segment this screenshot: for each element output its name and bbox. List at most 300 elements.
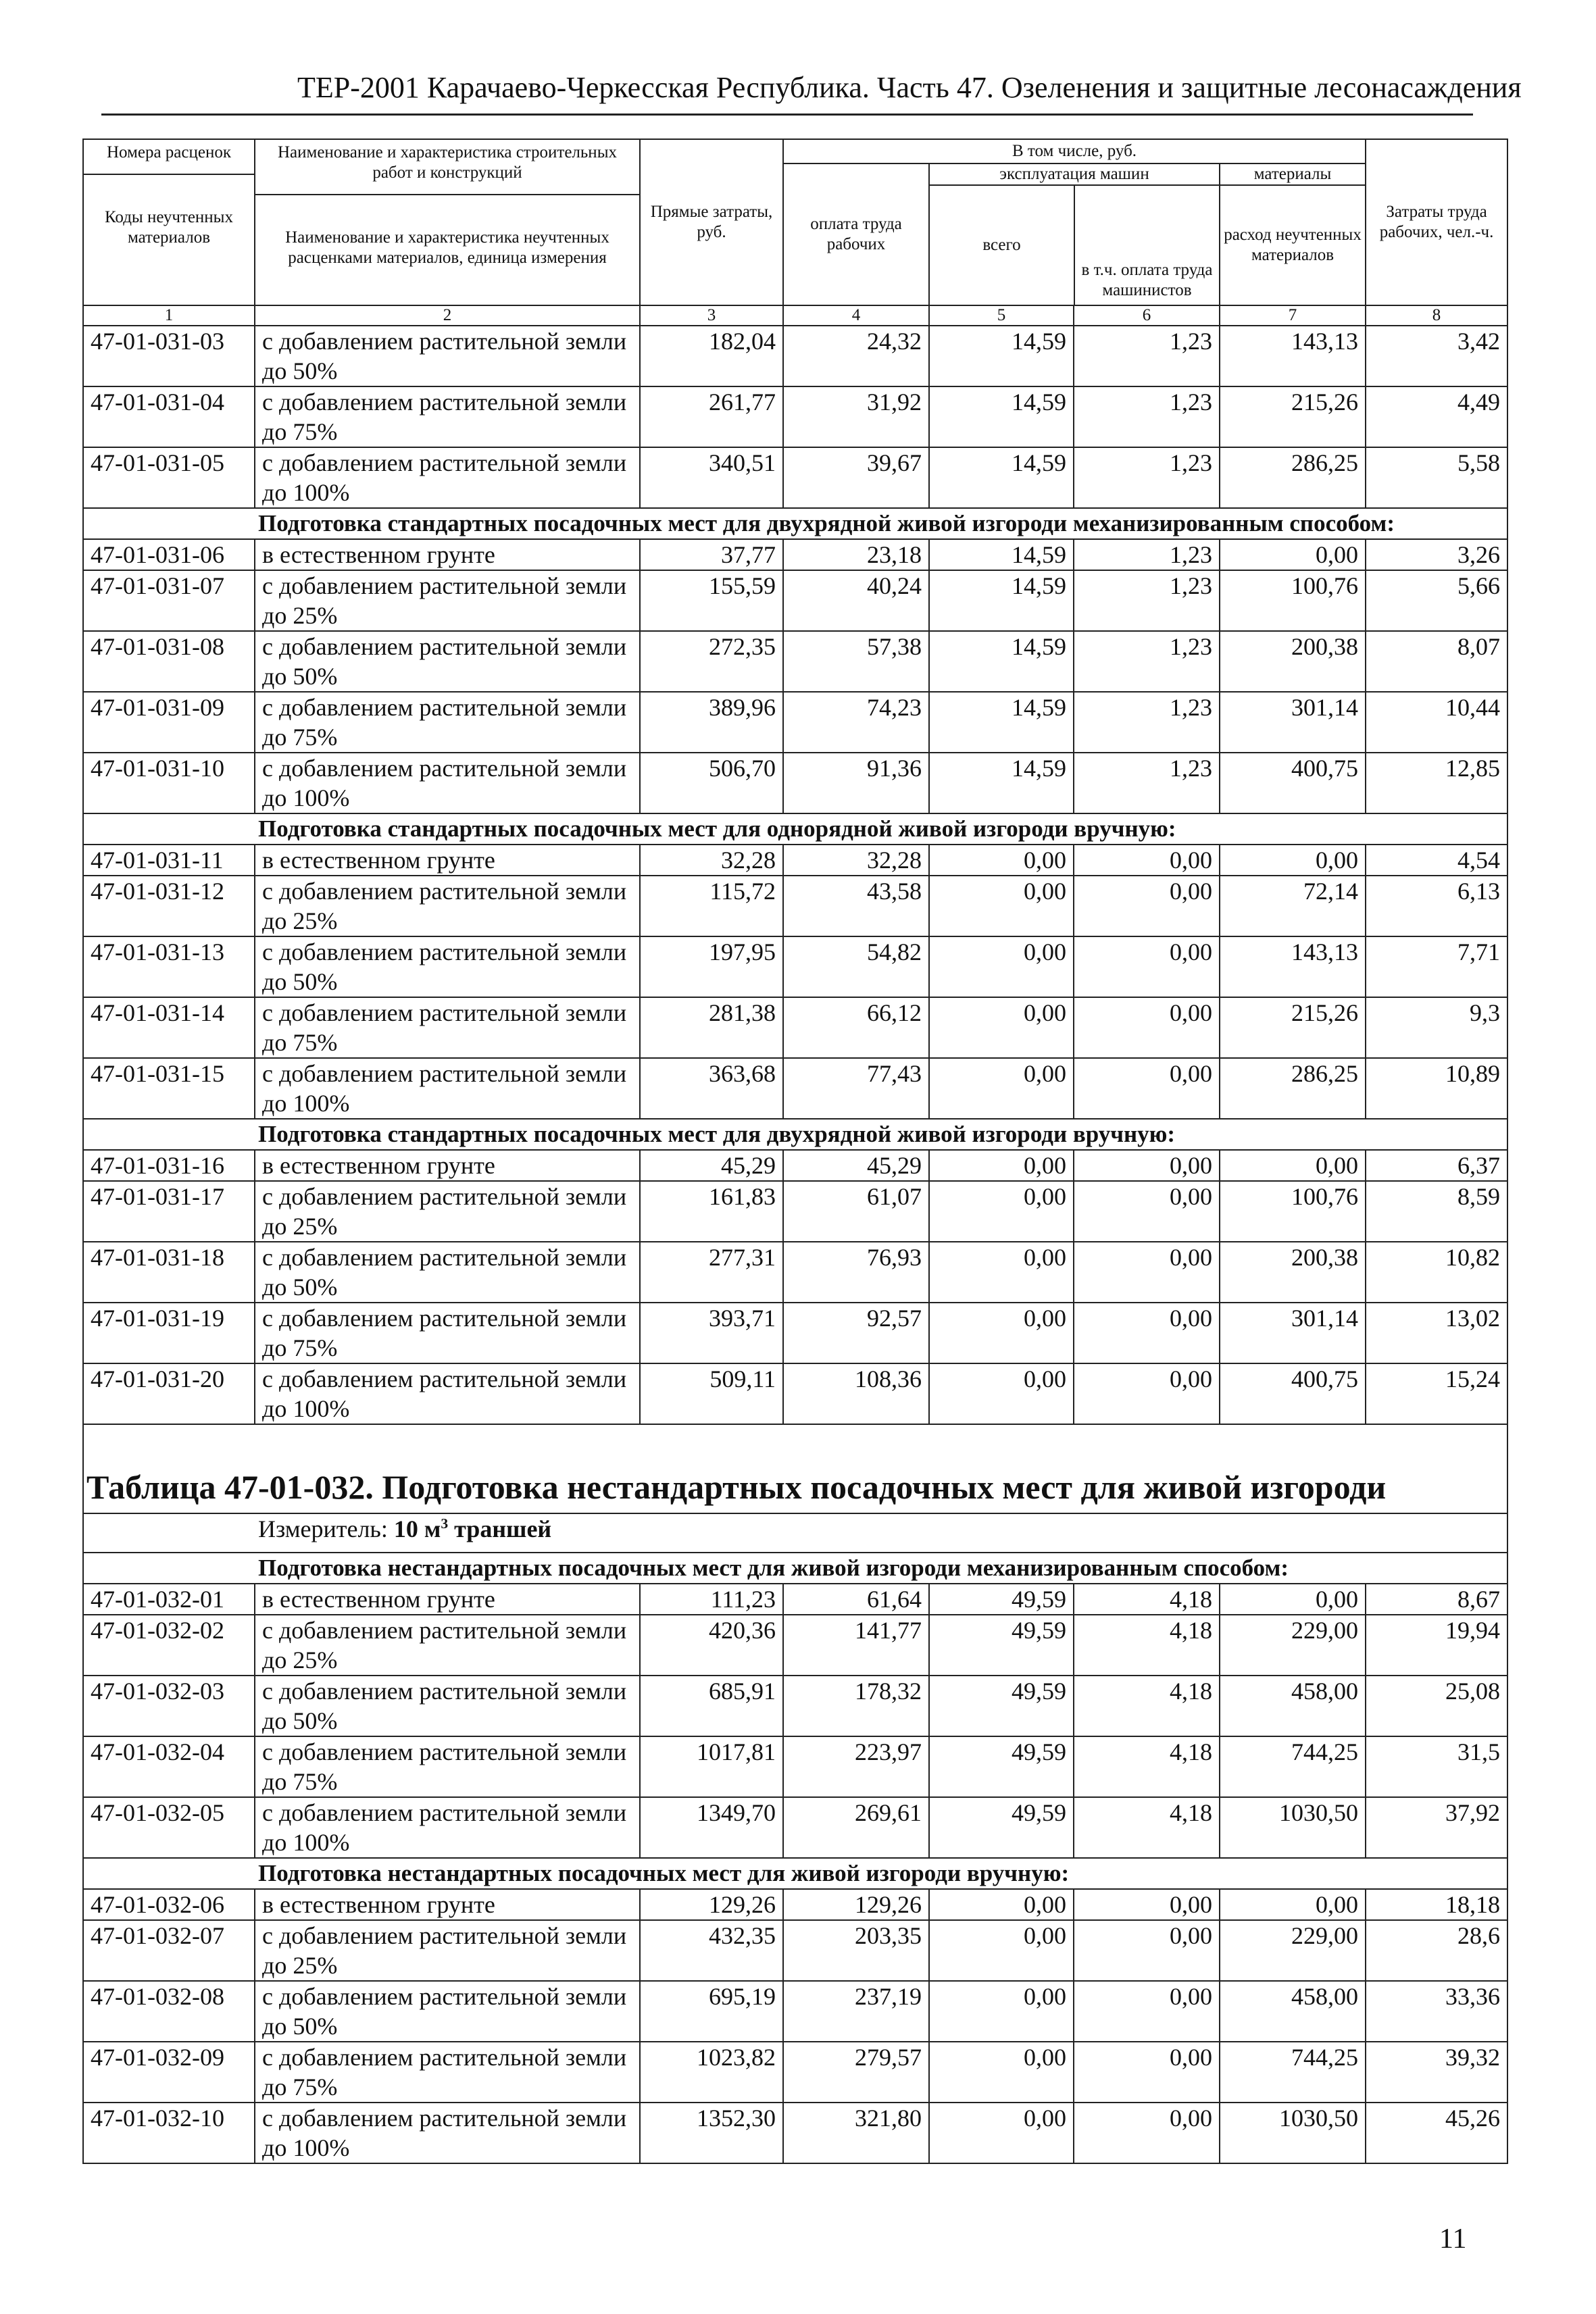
materials-value: 0,00 <box>1220 1150 1366 1181</box>
machinists-pay-value: 4,18 <box>1074 1676 1220 1736</box>
materials-value: 215,26 <box>1220 997 1366 1058</box>
table-row <box>83 997 1507 1058</box>
table-row <box>83 447 1507 508</box>
labor-pay-value: 45,29 <box>783 1150 929 1181</box>
labor-pay-value: 129,26 <box>783 1889 929 1920</box>
table-row <box>83 692 1507 753</box>
rate-code: 47-01-031-09 <box>83 692 255 753</box>
header-material-code-label: Коды неучтенных материалов <box>105 208 233 247</box>
machines-total-value: 14,59 <box>929 539 1074 570</box>
table-row <box>83 1676 1507 1736</box>
machines-total-value: 49,59 <box>929 1797 1074 1858</box>
materials-value: 458,00 <box>1220 1981 1366 2042</box>
section-heading-row <box>83 1858 1507 1889</box>
table-row <box>83 876 1507 936</box>
table-title: Таблица 47-01-032. Подготовка нестандартных посадочных мест для живой изгороди <box>83 1465 1507 1513</box>
machines-total-value: 0,00 <box>929 1181 1074 1242</box>
table-spacer-cell <box>83 1424 1507 1465</box>
labor-hours-value: 8,67 <box>1366 1584 1507 1615</box>
labor-hours-value: 10,89 <box>1366 1058 1507 1119</box>
machinists-pay-value: 1,23 <box>1074 570 1220 631</box>
materials-value: 286,25 <box>1220 1058 1366 1119</box>
meter-row <box>83 1513 1507 1553</box>
direct-costs-value: 155,59 <box>640 570 783 631</box>
column-number: 2 <box>255 305 640 326</box>
labor-hours-value: 10,82 <box>1366 1242 1507 1303</box>
machinists-pay-value: 0,00 <box>1074 876 1220 936</box>
work-description: с добавлением растительной земли до 75% <box>255 1303 640 1363</box>
labor-hours-value: 3,26 <box>1366 539 1507 570</box>
materials-value: 215,26 <box>1220 386 1366 447</box>
section-heading: Подготовка стандартных посадочных мест для двухрядной живой изгороди механизированным способом: <box>83 508 1507 539</box>
machinists-pay-value: 1,23 <box>1074 447 1220 508</box>
labor-hours-value: 7,71 <box>1366 936 1507 997</box>
section-heading: Подготовка стандартных посадочных мест для однорядной живой изгороди вручную: <box>83 813 1507 845</box>
rate-code: 47-01-032-01 <box>83 1584 255 1615</box>
labor-pay-value: 321,80 <box>783 2103 929 2163</box>
labor-pay-value: 40,24 <box>783 570 929 631</box>
direct-costs-value: 1017,81 <box>640 1736 783 1797</box>
section-heading: Подготовка нестандартных посадочных мест для живой изгороди вручную: <box>83 1858 1507 1889</box>
machinists-pay-value: 1,23 <box>1074 692 1220 753</box>
direct-costs-value: 182,04 <box>640 326 783 386</box>
machinists-pay-value: 4,18 <box>1074 1736 1220 1797</box>
labor-hours-value: 31,5 <box>1366 1736 1507 1797</box>
header-machines-total: всего <box>930 186 1075 305</box>
work-description: с добавлением растительной земли до 75% <box>255 997 640 1058</box>
direct-costs-value: 277,31 <box>640 1242 783 1303</box>
header-materials-label: материалы <box>1220 164 1365 186</box>
rate-code: 47-01-032-09 <box>83 2042 255 2103</box>
rate-code: 47-01-032-06 <box>83 1889 255 1920</box>
table-row <box>83 1981 1507 2042</box>
labor-hours-value: 15,24 <box>1366 1363 1507 1424</box>
labor-pay-value: 54,82 <box>783 936 929 997</box>
materials-value: 301,14 <box>1220 1303 1366 1363</box>
direct-costs-value: 506,70 <box>640 753 783 813</box>
direct-costs-value: 1023,82 <box>640 2042 783 2103</box>
direct-costs-value: 197,95 <box>640 936 783 997</box>
column-number: 8 <box>1366 305 1507 326</box>
direct-costs-value: 281,38 <box>640 997 783 1058</box>
materials-value: 1030,50 <box>1220 1797 1366 1858</box>
work-description: в естественном грунте <box>255 1584 640 1615</box>
materials-value: 0,00 <box>1220 1584 1366 1615</box>
header-direct-costs: Прямые затраты, руб. <box>640 139 783 305</box>
rate-code: 47-01-031-20 <box>83 1363 255 1424</box>
materials-value: 100,76 <box>1220 1181 1366 1242</box>
materials-value: 400,75 <box>1220 753 1366 813</box>
labor-pay-value: 237,19 <box>783 1981 929 2042</box>
rate-code: 47-01-031-03 <box>83 326 255 386</box>
direct-costs-value: 111,23 <box>640 1584 783 1615</box>
table-row <box>83 1058 1507 1119</box>
work-description: с добавлением растительной земли до 75% <box>255 2042 640 2103</box>
header-materials <box>1220 164 1366 305</box>
materials-value: 200,38 <box>1220 631 1366 692</box>
header-rule <box>101 114 1473 116</box>
direct-costs-value: 363,68 <box>640 1058 783 1119</box>
section-heading: Подготовка нестандартных посадочных мест для живой изгороди механизированным способом: <box>83 1553 1507 1584</box>
direct-costs-value: 420,36 <box>640 1615 783 1676</box>
labor-pay-value: 91,36 <box>783 753 929 813</box>
meter-value: 10 $м^3$ траншей <box>393 1515 552 1542</box>
labor-hours-value: 19,94 <box>1366 1615 1507 1676</box>
labor-pay-value: 76,93 <box>783 1242 929 1303</box>
labor-pay-value: 39,67 <box>783 447 929 508</box>
machinists-pay-value: 0,00 <box>1074 1981 1220 2042</box>
labor-hours-value: 4,49 <box>1366 386 1507 447</box>
work-description: с добавлением растительной земли до 100% <box>255 1797 640 1858</box>
section-heading-row <box>83 1119 1507 1150</box>
machines-total-value: 14,59 <box>929 326 1074 386</box>
direct-costs-value: 115,72 <box>640 876 783 936</box>
column-numbers-row <box>83 305 1507 326</box>
meter-cell <box>83 1513 1507 1553</box>
table-row <box>83 1181 1507 1242</box>
machinists-pay-value: 1,23 <box>1074 753 1220 813</box>
labor-pay-value: 92,57 <box>783 1303 929 1363</box>
work-description: с добавлением растительной земли до 100% <box>255 447 640 508</box>
rate-code: 47-01-032-04 <box>83 1736 255 1797</box>
labor-pay-value: 77,43 <box>783 1058 929 1119</box>
machines-total-value: 0,00 <box>929 936 1074 997</box>
header-rate-number-label: Номера расценок <box>106 143 232 161</box>
rate-code: 47-01-031-14 <box>83 997 255 1058</box>
rate-code: 47-01-031-06 <box>83 539 255 570</box>
machines-total-value: 49,59 <box>929 1584 1074 1615</box>
labor-pay-value: 74,23 <box>783 692 929 753</box>
machinists-pay-value: 0,00 <box>1074 1363 1220 1424</box>
table-row <box>83 1363 1507 1424</box>
machines-total-value: 14,59 <box>929 386 1074 447</box>
header-description-label: Наименование и характеристика строительных работ и конструкций <box>277 143 617 182</box>
work-description: с добавлением растительной земли до 50% <box>255 326 640 386</box>
machinists-pay-value: 1,23 <box>1074 631 1220 692</box>
work-description: с добавлением растительной земли до 100% <box>255 1058 640 1119</box>
machinists-pay-value: 4,18 <box>1074 1584 1220 1615</box>
rate-code: 47-01-031-11 <box>83 845 255 876</box>
machinists-pay-value: 4,18 <box>1074 1615 1220 1676</box>
rate-code: 47-01-031-16 <box>83 1150 255 1181</box>
materials-value: 0,00 <box>1220 1889 1366 1920</box>
direct-costs-value: 261,77 <box>640 386 783 447</box>
labor-hours-value: 9,3 <box>1366 997 1507 1058</box>
materials-value: 0,00 <box>1220 539 1366 570</box>
labor-pay-value: 57,38 <box>783 631 929 692</box>
table-row <box>83 1736 1507 1797</box>
labor-pay-value: 223,97 <box>783 1736 929 1797</box>
rate-code: 47-01-032-03 <box>83 1676 255 1736</box>
machinists-pay-value: 0,00 <box>1074 1058 1220 1119</box>
rate-code: 47-01-031-13 <box>83 936 255 997</box>
labor-hours-value: 39,32 <box>1366 2042 1507 2103</box>
header-rate-number <box>83 139 255 305</box>
header-materials-use: расход неучтенных материалов <box>1224 226 1362 264</box>
work-description: в естественном грунте <box>255 1889 640 1920</box>
materials-value: 458,00 <box>1220 1676 1366 1736</box>
direct-costs-value: 695,19 <box>640 1981 783 2042</box>
work-description: с добавлением растительной земли до 50% <box>255 1981 640 2042</box>
work-description: с добавлением растительной земли до 75% <box>255 386 640 447</box>
machinists-pay-value: 1,23 <box>1074 326 1220 386</box>
direct-costs-value: 32,28 <box>640 845 783 876</box>
labor-pay-value: 108,36 <box>783 1363 929 1424</box>
work-description: с добавлением растительной земли до 50% <box>255 1242 640 1303</box>
machinists-pay-value: 0,00 <box>1074 1242 1220 1303</box>
materials-value: 100,76 <box>1220 570 1366 631</box>
direct-costs-value: 161,83 <box>640 1181 783 1242</box>
table-row <box>83 631 1507 692</box>
machines-total-value: 0,00 <box>929 1150 1074 1181</box>
labor-hours-value: 10,44 <box>1366 692 1507 753</box>
materials-value: 229,00 <box>1220 1615 1366 1676</box>
machinists-pay-value: 0,00 <box>1074 997 1220 1058</box>
machines-total-value: 49,59 <box>929 1736 1074 1797</box>
table-row <box>83 539 1507 570</box>
machinists-pay-value: 0,00 <box>1074 1303 1220 1363</box>
direct-costs-value: 1349,70 <box>640 1797 783 1858</box>
labor-pay-value: 31,92 <box>783 386 929 447</box>
machines-total-value: 0,00 <box>929 1889 1074 1920</box>
rate-code: 47-01-031-12 <box>83 876 255 936</box>
section-heading-row <box>83 813 1507 845</box>
machinists-pay-value: 0,00 <box>1074 1889 1220 1920</box>
machinists-pay-value: 0,00 <box>1074 845 1220 876</box>
column-number: 5 <box>929 305 1074 326</box>
labor-pay-value: 66,12 <box>783 997 929 1058</box>
materials-value: 301,14 <box>1220 692 1366 753</box>
machines-total-value: 0,00 <box>929 876 1074 936</box>
work-description: в естественном грунте <box>255 1150 640 1181</box>
work-description: с добавлением растительной земли до 25% <box>255 1615 640 1676</box>
machines-total-value: 0,00 <box>929 845 1074 876</box>
table-row <box>83 1920 1507 1981</box>
table-spacer <box>83 1424 1507 1465</box>
labor-pay-value: 32,28 <box>783 845 929 876</box>
machines-total-value: 0,00 <box>929 1303 1074 1363</box>
materials-value: 286,25 <box>1220 447 1366 508</box>
labor-hours-value: 6,13 <box>1366 876 1507 936</box>
labor-hours-value: 18,18 <box>1366 1889 1507 1920</box>
table-row <box>83 326 1507 386</box>
rate-code: 47-01-031-15 <box>83 1058 255 1119</box>
labor-pay-value: 203,35 <box>783 1920 929 1981</box>
materials-value: 72,14 <box>1220 876 1366 936</box>
table-row <box>83 753 1507 813</box>
column-number: 3 <box>640 305 783 326</box>
labor-pay-value: 279,57 <box>783 2042 929 2103</box>
machines-total-value: 0,00 <box>929 1363 1074 1424</box>
machines-total-value: 14,59 <box>929 570 1074 631</box>
labor-hours-value: 8,59 <box>1366 1181 1507 1242</box>
work-description: с добавлением растительной земли до 25% <box>255 570 640 631</box>
machines-total-value: 0,00 <box>929 1058 1074 1119</box>
labor-pay-value: 178,32 <box>783 1676 929 1736</box>
header-labor-pay: оплата труда рабочих <box>783 164 929 305</box>
machines-total-value: 0,00 <box>929 1920 1074 1981</box>
labor-hours-value: 5,66 <box>1366 570 1507 631</box>
work-description: с добавлением растительной земли до 25% <box>255 1920 640 1981</box>
materials-value: 200,38 <box>1220 1242 1366 1303</box>
machinists-pay-value: 1,23 <box>1074 386 1220 447</box>
work-description: с добавлением растительной земли до 100% <box>255 2103 640 2163</box>
direct-costs-value: 1352,30 <box>640 2103 783 2163</box>
rate-code: 47-01-032-08 <box>83 1981 255 2042</box>
page-header: ТЕР-2001 Карачаево-Черкесская Республика. Часть 47. Озеленения и защитные лесонасаждения <box>297 71 1522 104</box>
table-row <box>83 1150 1507 1181</box>
table-row <box>83 386 1507 447</box>
table-row <box>83 1889 1507 1920</box>
table-row <box>83 1797 1507 1858</box>
direct-costs-value: 45,29 <box>640 1150 783 1181</box>
machines-total-value: 14,59 <box>929 753 1074 813</box>
labor-hours-value: 3,42 <box>1366 326 1507 386</box>
machines-total-value: 0,00 <box>929 1981 1074 2042</box>
labor-pay-value: 61,64 <box>783 1584 929 1615</box>
labor-pay-value: 269,61 <box>783 1797 929 1858</box>
header-description <box>255 139 640 305</box>
labor-hours-value: 37,92 <box>1366 1797 1507 1858</box>
direct-costs-value: 509,11 <box>640 1363 783 1424</box>
header-material-description-label: Наименование и характеристика неучтенных расценками материалов, единица измерения <box>285 228 609 267</box>
rate-code: 47-01-031-08 <box>83 631 255 692</box>
labor-hours-value: 45,26 <box>1366 2103 1507 2163</box>
header-machines-labor: в т.ч. оплата труда машинистов <box>1081 261 1213 299</box>
work-description: с добавлением растительной земли до 25% <box>255 876 640 936</box>
work-description: с добавлением растительной земли до 100% <box>255 1363 640 1424</box>
rate-code: 47-01-031-19 <box>83 1303 255 1363</box>
labor-pay-value: 141,77 <box>783 1615 929 1676</box>
header-machines <box>929 164 1220 305</box>
machines-total-value: 49,59 <box>929 1676 1074 1736</box>
rate-code: 47-01-032-10 <box>83 2103 255 2163</box>
column-number: 6 <box>1074 305 1220 326</box>
labor-hours-value: 12,85 <box>1366 753 1507 813</box>
labor-hours-value: 33,36 <box>1366 1981 1507 2042</box>
direct-costs-value: 389,96 <box>640 692 783 753</box>
work-description: в естественном грунте <box>255 539 640 570</box>
machinists-pay-value: 0,00 <box>1074 2042 1220 2103</box>
labor-hours-value: 25,08 <box>1366 1676 1507 1736</box>
machines-total-value: 0,00 <box>929 2103 1074 2163</box>
machines-total-value: 0,00 <box>929 997 1074 1058</box>
column-number: 4 <box>783 305 929 326</box>
labor-pay-value: 43,58 <box>783 876 929 936</box>
table-header-row-1 <box>83 139 1507 164</box>
materials-value: 400,75 <box>1220 1363 1366 1424</box>
materials-value: 0,00 <box>1220 845 1366 876</box>
machinists-pay-value: 0,00 <box>1074 1150 1220 1181</box>
section-heading-row <box>83 1553 1507 1584</box>
materials-value: 744,25 <box>1220 2042 1366 2103</box>
materials-value: 229,00 <box>1220 1920 1366 1981</box>
work-description: с добавлением растительной земли до 25% <box>255 1181 640 1242</box>
column-number: 1 <box>83 305 255 326</box>
machines-total-value: 49,59 <box>929 1615 1074 1676</box>
work-description: в естественном грунте <box>255 845 640 876</box>
direct-costs-value: 340,51 <box>640 447 783 508</box>
machines-total-value: 0,00 <box>929 2042 1074 2103</box>
machines-total-value: 14,59 <box>929 692 1074 753</box>
machines-total-value: 0,00 <box>929 1242 1074 1303</box>
machinists-pay-value: 0,00 <box>1074 1920 1220 1981</box>
labor-pay-value: 23,18 <box>783 539 929 570</box>
rates-table <box>82 139 1508 2164</box>
labor-pay-value: 24,32 <box>783 326 929 386</box>
work-description: с добавлением растительной земли до 50% <box>255 631 640 692</box>
header-including: В том числе, руб. <box>783 139 1366 164</box>
labor-hours-value: 4,54 <box>1366 845 1507 876</box>
work-description: с добавлением растительной земли до 75% <box>255 692 640 753</box>
rate-code: 47-01-032-05 <box>83 1797 255 1858</box>
labor-hours-value: 5,58 <box>1366 447 1507 508</box>
materials-value: 143,13 <box>1220 936 1366 997</box>
direct-costs-value: 272,35 <box>640 631 783 692</box>
direct-costs-value: 37,77 <box>640 539 783 570</box>
direct-costs-value: 432,35 <box>640 1920 783 1981</box>
labor-hours-value: 8,07 <box>1366 631 1507 692</box>
rate-code: 47-01-032-02 <box>83 1615 255 1676</box>
work-description: с добавлением растительной земли до 75% <box>255 1736 640 1797</box>
header-machines-label: эксплуатация машин <box>930 164 1219 186</box>
rate-code: 47-01-031-10 <box>83 753 255 813</box>
machines-total-value: 14,59 <box>929 447 1074 508</box>
section-heading-row <box>83 508 1507 539</box>
machinists-pay-value: 0,00 <box>1074 2103 1220 2163</box>
rate-code: 47-01-031-17 <box>83 1181 255 1242</box>
machinists-pay-value: 4,18 <box>1074 1797 1220 1858</box>
column-number: 7 <box>1220 305 1366 326</box>
rate-code: 47-01-031-18 <box>83 1242 255 1303</box>
machinists-pay-value: 0,00 <box>1074 1181 1220 1242</box>
work-description: с добавлением растительной земли до 100% <box>255 753 640 813</box>
rate-code: 47-01-031-04 <box>83 386 255 447</box>
table-row <box>83 1615 1507 1676</box>
direct-costs-value: 685,91 <box>640 1676 783 1736</box>
direct-costs-value: 129,26 <box>640 1889 783 1920</box>
table-row <box>83 2042 1507 2103</box>
table-row <box>83 2103 1507 2163</box>
table-row <box>83 845 1507 876</box>
direct-costs-value: 393,71 <box>640 1303 783 1363</box>
work-description: с добавлением растительной земли до 50% <box>255 1676 640 1736</box>
rate-code: 47-01-031-07 <box>83 570 255 631</box>
table-row <box>83 1242 1507 1303</box>
labor-hours-value: 13,02 <box>1366 1303 1507 1363</box>
materials-value: 1030,50 <box>1220 2103 1366 2163</box>
meter-label: Измеритель: <box>258 1515 388 1542</box>
machinists-pay-value: 0,00 <box>1074 936 1220 997</box>
table-row <box>83 570 1507 631</box>
table-row <box>83 1303 1507 1363</box>
machines-total-value: 14,59 <box>929 631 1074 692</box>
header-labor-cost: Затраты труда рабочих, чел.-ч. <box>1366 139 1507 305</box>
table-title-row <box>83 1465 1507 1513</box>
labor-hours-value: 6,37 <box>1366 1150 1507 1181</box>
materials-value: 744,25 <box>1220 1736 1366 1797</box>
section-heading: Подготовка стандартных посадочных мест для двухрядной живой изгороди вручную: <box>83 1119 1507 1150</box>
work-description: с добавлением растительной земли до 50% <box>255 936 640 997</box>
page-number: 11 <box>1439 2223 1467 2255</box>
table-row <box>83 1584 1507 1615</box>
materials-value: 143,13 <box>1220 326 1366 386</box>
table-row <box>83 936 1507 997</box>
rate-code: 47-01-031-05 <box>83 447 255 508</box>
rate-code: 47-01-032-07 <box>83 1920 255 1981</box>
labor-hours-value: 28,6 <box>1366 1920 1507 1981</box>
labor-pay-value: 61,07 <box>783 1181 929 1242</box>
